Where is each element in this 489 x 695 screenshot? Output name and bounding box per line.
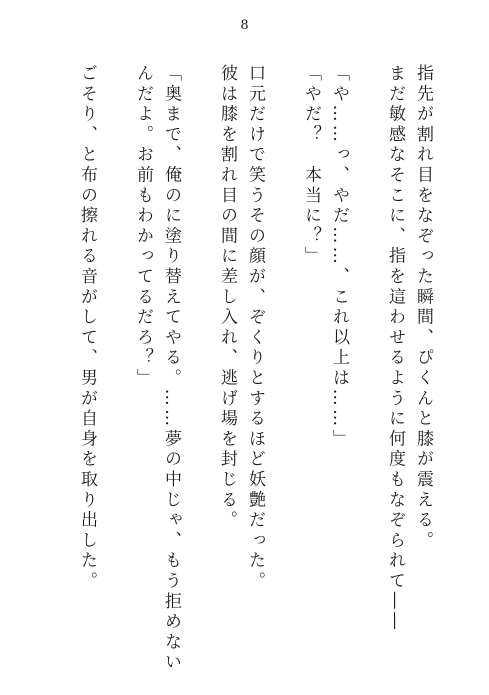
vertical-text-block (73, 64, 437, 673)
text-line-1: 指先が割れ目をなぞった瞬間、ぴくんと膝が震える。 (413, 64, 433, 552)
text-line-2: まだ敏感なそこに、指を這わせるように何度もなぞられて―― (385, 64, 405, 633)
page-number: 8 (240, 18, 249, 33)
blank-line (269, 64, 297, 664)
text-line-5: 口元だけで笑うその顔が、ぞくりとするほど妖艶だった。 (245, 64, 265, 592)
text-line-7: 「奥まで、俺のに塗り替えてやる。……夢の中じゃ、もう拒めない (161, 64, 181, 673)
text-line-9: ごそり、と布の擦れる音がして、男が自身を取り出した。 (77, 64, 97, 592)
blank-line (353, 64, 381, 664)
text-line-8: んだよ。お前もわかってるだろ？」 (133, 64, 153, 389)
text-line-6: 彼は膝を割れ目の間に差し入れ、逃げ場を封じる。 (217, 64, 237, 531)
text-line-4: 「やだ？ 本当に？」 (301, 64, 321, 267)
blank-line (101, 64, 129, 664)
text-line-3: 「や……っ、やだ……、これ以上は……」 (329, 64, 349, 450)
blank-line (185, 64, 213, 664)
